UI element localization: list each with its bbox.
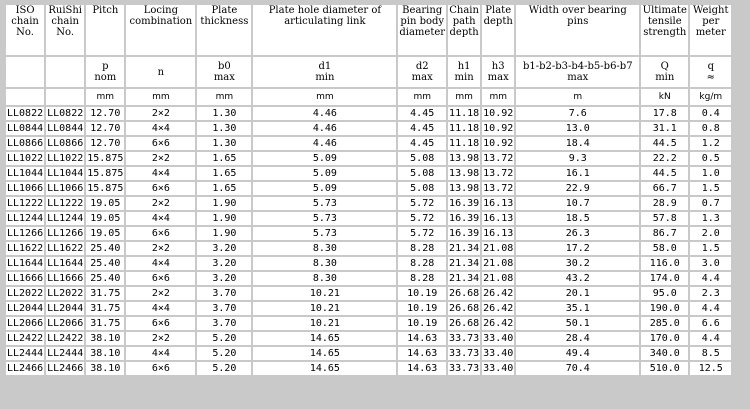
table-cell: 5.73 [253,197,396,210]
table-cell: 58.0 [641,242,688,255]
table-cell: 12.70 [86,107,124,120]
table-cell: LL0866 [47,138,84,149]
table-cell: 21.34 [449,243,480,254]
table-row [6,317,731,330]
column-header-unit: mm [398,89,446,105]
table-cell: 10.92 [483,108,514,119]
table-cell: 1.30 [197,137,251,150]
table-cell: 285.0 [641,317,688,330]
table-cell: 16.1 [516,167,639,180]
table-cell: 4.45 [398,122,446,135]
table-cell: LL2044 [7,303,44,314]
table-cell: 3.70 [197,302,251,315]
table-cell: 174.0 [641,272,688,285]
table-cell: 21.34 [449,273,480,284]
table-cell: 20.1 [516,287,639,300]
table-cell: LL1644 [7,258,44,269]
table-cell: LL1222 [7,198,44,209]
table-cell: 10.92 [483,138,514,149]
table-cell: 38.10 [86,362,124,375]
table-cell: 6×6 [126,272,195,285]
table-cell: LL1044 [7,168,44,179]
table-cell: LL1622 [47,243,84,254]
table-cell: 1.30 [197,107,251,120]
column-header-symbol [690,57,731,87]
table-cell: 33.40 [483,363,514,374]
table-cell: 8.5 [690,347,731,360]
limit-label: nom [94,72,117,83]
table-row [6,212,731,225]
table-cell: 1.65 [197,182,251,195]
table-cell: 28.9 [641,197,688,210]
column-header-unit [6,89,44,105]
symbol-label: Q [660,61,669,72]
table-cell: 33.73 [449,333,480,344]
table-cell: 31.1 [641,122,688,135]
table-cell: 6×6 [126,182,195,195]
table-cell: 28.4 [516,332,639,345]
table-cell: LL2466 [7,363,44,374]
column-header-symbol [6,57,44,87]
table-cell: 12.5 [690,362,731,375]
table-cell: LL2022 [47,288,84,299]
table-cell: 4.4 [690,302,731,315]
table-cell: LL1244 [47,213,84,224]
table-cell: 43.2 [516,272,639,285]
column-header-unit: mm [448,89,480,105]
table-cell: 10.19 [398,287,446,300]
column-header-symbol [46,57,84,87]
table-row [6,362,731,375]
table-cell: 5.09 [253,152,396,165]
table-cell: 4.4 [690,332,731,345]
column-header-symbol [516,57,639,87]
table-cell: 18.5 [516,212,639,225]
table-row [6,122,731,135]
table-cell: 1.90 [197,227,251,240]
table-cell: 13.72 [483,153,514,164]
table-cell: LL0822 [7,108,44,119]
column-header-title: ISO chain No. [6,5,44,55]
table-cell: 14.63 [398,362,446,375]
column-header-unit: mm [126,89,195,105]
table-cell: 26.68 [449,303,480,314]
table-cell: 116.0 [641,257,688,270]
table-cell: 2×2 [126,242,195,255]
table-cell: 6×6 [126,362,195,375]
limit-label: max [487,72,509,83]
table-row [6,242,731,255]
symbol-label: n [157,66,165,78]
table-cell: 8.30 [253,257,396,270]
table-cell: 8.30 [253,242,396,255]
table-cell: LL1666 [47,273,84,284]
table-cell: 510.0 [641,362,688,375]
table-cell: 5.20 [197,347,251,360]
table-cell: 12.70 [86,122,124,135]
table-row [6,332,731,345]
table-cell: 13.0 [516,122,639,135]
table-cell: 1.5 [690,182,731,195]
table-cell: 9.3 [516,152,639,165]
table-cell: 4×4 [126,212,195,225]
table-cell: 3.70 [197,317,251,330]
table-cell: LL1266 [47,228,84,239]
table-cell: 18.4 [516,137,639,150]
table-cell: 3.20 [197,272,251,285]
column-header-symbol [253,57,396,87]
symbol-label: b0 [217,61,231,72]
column-header-symbol [448,57,480,87]
column-header-symbol [86,57,124,87]
column-header-unit [46,89,84,105]
table-cell: 31.75 [86,317,124,330]
table-cell: 33.40 [483,333,514,344]
table-cell: LL1222 [47,198,84,209]
table-cell: 66.7 [641,182,688,195]
table-cell: 25.40 [86,272,124,285]
limit-label: max [411,72,433,83]
table-cell: 5.20 [197,362,251,375]
table-cell: 26.3 [516,227,639,240]
table-cell: 3.70 [197,287,251,300]
table-cell: 1.65 [197,152,251,165]
column-header-title: Locing combination [126,5,195,55]
table-cell: 38.10 [86,332,124,345]
table-cell: LL0844 [7,123,44,134]
table-cell: 26.68 [449,288,480,299]
table-cell: 19.05 [86,227,124,240]
table-cell: 4×4 [126,302,195,315]
table-cell: 14.65 [253,362,396,375]
column-header-title: Weight per meter [690,5,731,55]
table-cell: 2.3 [690,287,731,300]
table-cell: 33.73 [449,363,480,374]
table-cell: 5.73 [253,212,396,225]
table-cell: LL2444 [7,348,44,359]
table-cell: 5.72 [398,197,446,210]
table-cell: 7.6 [516,107,639,120]
symbol-label: b1-b2-b3-b4-b5-b6-b7 [522,61,633,72]
table-cell: 1.2 [690,137,731,150]
table-row [6,137,731,150]
table-cell: 10.19 [398,317,446,330]
column-header-symbol [482,57,514,87]
table-cell: 16.13 [483,198,514,209]
table-row [6,197,731,210]
table-cell: LL1266 [7,228,44,239]
table-cell: 22.9 [516,182,639,195]
table-cell: 5.08 [398,152,446,165]
table-cell: 6×6 [126,227,195,240]
table-cell: 3.20 [197,242,251,255]
table-cell: 35.1 [516,302,639,315]
table-cell: LL2422 [7,333,44,344]
table-cell: 70.4 [516,362,639,375]
table-cell: LL2466 [47,363,84,374]
table-cell: 38.10 [86,347,124,360]
table-cell: 15.875 [87,168,124,179]
table-cell: 21.08 [483,243,514,254]
column-header-unit: mm [197,89,251,105]
table-cell: 14.65 [253,347,396,360]
table-cell: 6×6 [126,317,195,330]
table-cell: 1.90 [197,197,251,210]
table-row [6,227,731,240]
table-cell: LL1066 [7,183,44,194]
table-cell: 17.2 [516,242,639,255]
table-cell: 10.7 [516,197,639,210]
table-cell: 21.08 [483,273,514,284]
column-header-unit: kg/m [690,89,731,105]
limit-label: min [454,72,474,83]
column-header-unit: mm [86,89,124,105]
chain-spec-table [4,3,733,377]
table-cell: 5.08 [398,167,446,180]
table-cell: 16.39 [449,213,480,224]
table-cell: 5.09 [253,182,396,195]
table-cell: LL2044 [47,303,84,314]
table-cell: LL1244 [7,213,44,224]
table-cell: 57.8 [641,212,688,225]
table-cell: 11.18 [449,108,480,119]
table-row [6,272,731,285]
table-cell: 13.72 [483,168,514,179]
symbol-label: h1 [457,61,471,72]
table-cell: 25.40 [86,242,124,255]
table-cell: 1.65 [197,167,251,180]
table-cell: 17.8 [641,107,688,120]
table-row [6,167,731,180]
column-header-title: Plate depth [482,5,514,55]
limit-label: max [567,72,589,83]
column-header-symbol [126,57,195,87]
table-cell: LL1644 [47,258,84,269]
table-cell: 5.08 [398,182,446,195]
table-cell: 16.13 [483,213,514,224]
table-cell: LL1022 [47,153,84,164]
table-cell: LL0866 [7,138,44,149]
table-row [6,257,731,270]
table-cell: 26.42 [483,318,514,329]
table-cell: 5.73 [253,227,396,240]
column-header-unit: m [516,89,639,105]
table-cell: 19.05 [86,197,124,210]
table-cell: LL1066 [47,183,84,194]
table-cell: 13.98 [449,168,480,179]
table-cell: 10.21 [253,302,396,315]
table-cell: 1.90 [197,212,251,225]
column-header-title: Pitch [86,5,124,55]
table-cell: 16.13 [483,228,514,239]
table-cell: LL1622 [7,243,44,254]
table-cell: 49.4 [516,347,639,360]
symbol-label: d2 [415,61,429,72]
table-cell: 21.08 [483,258,514,269]
column-header-title: RuiShi chain No. [46,5,84,55]
table-cell: 8.28 [398,242,446,255]
table-cell: LL2066 [47,318,84,329]
table-row [6,152,731,165]
table-cell: 4×4 [126,347,195,360]
table-cell: 5.72 [398,212,446,225]
table-cell: 340.0 [641,347,688,360]
table-cell: 16.39 [449,198,480,209]
table-cell: 11.18 [449,123,480,134]
table-cell: 44.5 [641,137,688,150]
column-header-symbol [398,57,446,87]
table-cell: 2×2 [126,107,195,120]
table-cell: 50.1 [516,317,639,330]
table-cell: 2×2 [126,197,195,210]
table-cell: LL1666 [7,273,44,284]
table-cell: 31.75 [86,287,124,300]
limit-label: max [213,72,235,83]
table-cell: 21.34 [449,258,480,269]
limit-label: min [315,72,335,83]
table-cell: 0.8 [690,122,731,135]
table-row [6,182,731,195]
column-header-title: Width over bearing pins [516,5,639,55]
column-header-title: Bearing pin body diameter [398,5,446,55]
table-cell: 11.18 [449,138,480,149]
column-header-unit: mm [253,89,396,105]
symbol-label: q [707,61,714,72]
table-cell: 4.45 [398,107,446,120]
table-cell: LL0822 [47,108,84,119]
symbol-label: h3 [491,61,505,72]
column-header-unit: mm [482,89,514,105]
limit-label: ≈ [706,72,715,83]
table-cell: 4.46 [253,122,396,135]
table-cell: LL1044 [47,168,84,179]
symbol-label: d1 [318,61,332,72]
table-cell: 2×2 [126,332,195,345]
table-cell: 3.20 [197,257,251,270]
table-cell: 8.28 [398,272,446,285]
table-cell: 4.45 [398,137,446,150]
table-cell: 44.5 [641,167,688,180]
column-header-unit: kN [641,89,688,105]
table-cell: 13.98 [449,183,480,194]
column-header-symbol [197,57,251,87]
table-cell: LL2066 [7,318,44,329]
table-cell: LL1022 [7,153,44,164]
table-cell: LL0844 [47,123,84,134]
table-cell: 170.0 [641,332,688,345]
table-cell: 33.73 [449,348,480,359]
table-cell: 30.2 [516,257,639,270]
table-cell: 86.7 [641,227,688,240]
table-cell: 31.75 [86,302,124,315]
table-cell: 5.72 [398,227,446,240]
table-cell: 1.3 [690,212,731,225]
table-cell: 25.40 [86,257,124,270]
table-cell: 10.21 [253,287,396,300]
column-header-title: Plate hole diameter of articulating link [253,5,396,55]
table-cell: 14.63 [398,332,446,345]
column-header-title: Ultimate tensile strength [641,5,688,55]
column-header-title: Chain path depth [448,5,480,55]
table-cell: 4.46 [253,107,396,120]
column-header-symbol [641,57,688,87]
table-cell: 4.4 [690,272,731,285]
table-cell: 10.19 [398,302,446,315]
table-cell: 14.63 [398,347,446,360]
table-cell: 8.30 [253,272,396,285]
table-cell: 26.68 [449,318,480,329]
table-cell: 19.05 [86,212,124,225]
table-cell: 1.5 [690,242,731,255]
table-cell: 26.42 [483,303,514,314]
table-cell: 15.875 [87,153,124,164]
table-cell: 2×2 [126,152,195,165]
table-cell: 4.46 [253,137,396,150]
table-cell: 14.65 [253,332,396,345]
table-cell: 3.0 [690,257,731,270]
table-cell: 0.4 [690,107,731,120]
table-cell: 0.7 [690,197,731,210]
table-cell: 5.09 [253,167,396,180]
table-cell: 6.6 [690,317,731,330]
table-cell: 190.0 [641,302,688,315]
table-cell: 1.0 [690,167,731,180]
table-cell: LL2022 [7,288,44,299]
table-cell: 2.0 [690,227,731,240]
column-header-title: Plate thickness [197,5,251,55]
table-cell: 0.5 [690,152,731,165]
table-cell: 26.42 [483,288,514,299]
table-cell: LL2422 [47,333,84,344]
table-cell: 10.92 [483,123,514,134]
table-cell: 16.39 [449,228,480,239]
table-cell: 33.40 [483,348,514,359]
table-cell: 6×6 [126,137,195,150]
table-cell: 13.72 [483,183,514,194]
symbol-label: p [102,61,109,72]
table-cell: 10.21 [253,317,396,330]
table-row [6,302,731,315]
table-row [6,347,731,360]
table-cell: 95.0 [641,287,688,300]
table-row [6,287,731,300]
table-cell: LL2444 [47,348,84,359]
table-cell: 4×4 [126,122,195,135]
table-cell: 5.20 [197,332,251,345]
table-cell: 13.98 [449,153,480,164]
table-row [6,107,731,120]
table-cell: 4×4 [126,167,195,180]
table-cell: 4×4 [126,257,195,270]
table-cell: 1.30 [197,122,251,135]
table-cell: 22.2 [641,152,688,165]
table-cell: 15.875 [87,183,124,194]
table-cell: 8.28 [398,257,446,270]
table-cell: 2×2 [126,287,195,300]
limit-label: min [655,72,675,83]
table-cell: 12.70 [86,137,124,150]
